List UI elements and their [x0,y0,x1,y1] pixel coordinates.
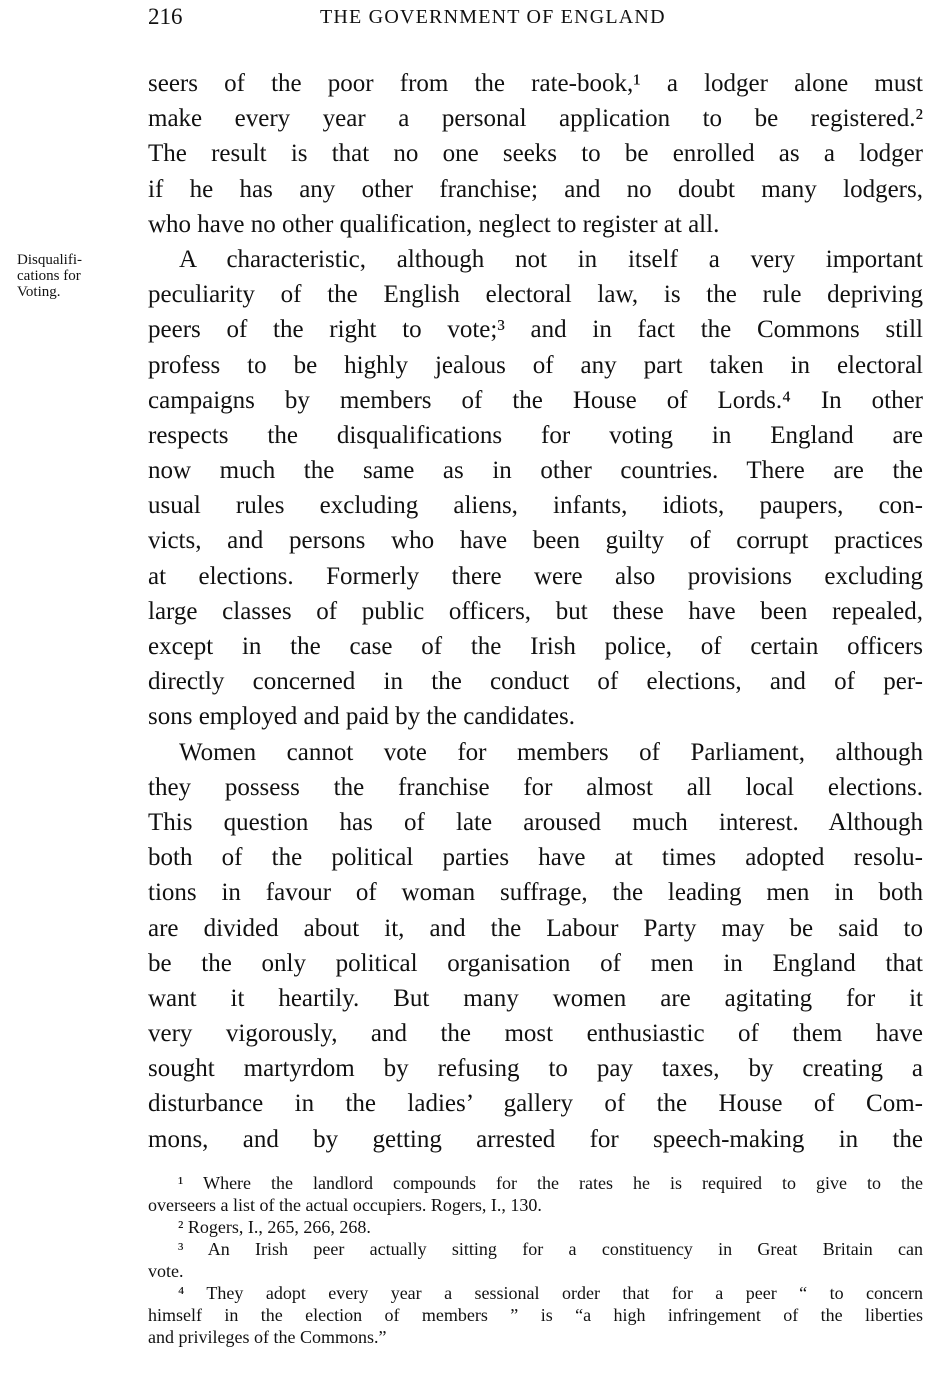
text-line: they possess the franchise for almost all local elections. [148,773,923,801]
running-title: THE GOVERNMENT OF ENGLAND [320,6,666,28]
page-header [148,2,923,32]
footnote-line: ¹ Where the landlord compounds for the rates he is required to give to the [178,1173,923,1193]
margin-note [17,252,132,300]
text-line: if he has any other franchise; and no doubt many lodgers, [148,175,923,203]
margin-note-line: Voting. [17,284,61,300]
text-line: sought martyrdom by refusing to pay taxes, by creating a [148,1055,923,1083]
text-line: large classes of public officers, but these have been repealed, [148,597,923,625]
text-line: be the only political organisation of men in England that [148,949,923,977]
footnote-line: ⁴ They adopt every year a sessional order that for a peer “ to concern [178,1283,923,1303]
text-line: are divided about it, and the Labour Party may be said to [148,914,923,942]
footnote-line: overseers a list of the actual occupiers. Rogers, I., 130. [148,1195,542,1215]
footnote-line: ³ An Irish peer actually sitting for a constituency in Great Britain can [178,1239,923,1259]
footnote-line: ² Rogers, I., 265, 266, 268. [178,1217,371,1237]
body-text [148,66,923,1157]
text-line: respects the disqualifications for voting in England are [148,421,923,449]
text-line: The result is that no one seeks to be enrolled as a lodger [148,140,923,168]
footnote-line: vote. [148,1261,184,1281]
text-line: tions in favour of woman suffrage, the leading men in both [148,879,923,907]
text-line: campaigns by members of the House of Lords.⁴ In other [148,386,923,414]
text-line: very vigorously, and the most enthusiastic of them have [148,1020,923,1048]
text-line: Women cannot vote for members of Parliament, although [179,738,923,766]
text-line: victs, and persons who have been guilty of corrupt practices [148,527,923,555]
text-line: mons, and by getting arrested for speech-making in the [148,1125,923,1153]
text-line: now much the same as in other countries. There are the [148,457,923,485]
text-line: peculiarity of the English electoral law, is the rule depriving [148,281,923,309]
text-line: A characteristic, although not in itself a very important [179,245,923,273]
text-line: who have no other qualification, neglect to register at all. [148,210,720,238]
text-line: disturbance in the ladies’ gallery of the House of Com- [148,1090,923,1118]
footnote-line: himself in the election of members ” is “a high infringement of the liberties [148,1305,923,1325]
text-line: at elections. Formerly there were also provisions excluding [148,562,923,590]
text-line: make every year a personal application to be registered.² [148,105,923,133]
text-line: profess to be highly jealous of any part taken in electoral [148,351,923,379]
text-line: both of the political parties have at times adopted resolu- [148,844,923,872]
margin-note-line: cations for [17,268,81,284]
text-line: sons employed and paid by the candidates. [148,703,575,731]
text-line: directly concerned in the conduct of elections, and of per- [148,668,923,696]
text-line: seers of the poor from the rate-book,¹ a lodger alone must [148,70,923,97]
text-line: want it heartily. But many women are agitating for it [148,984,923,1012]
text-line: except in the case of the Irish police, of certain officers [148,633,923,660]
footnotes [148,1172,923,1348]
footnote-line: and privileges of the Commons.” [148,1327,387,1347]
text-line: peers of the right to vote;³ and in fact the Commons still [148,316,923,344]
margin-note-line: Disqualifi- [17,252,82,268]
page-number: 216 [148,4,183,29]
text-line: usual rules excluding aliens, infants, idiots, paupers, con- [148,492,923,520]
text-line: This question has of late aroused much interest. Although [148,808,923,836]
